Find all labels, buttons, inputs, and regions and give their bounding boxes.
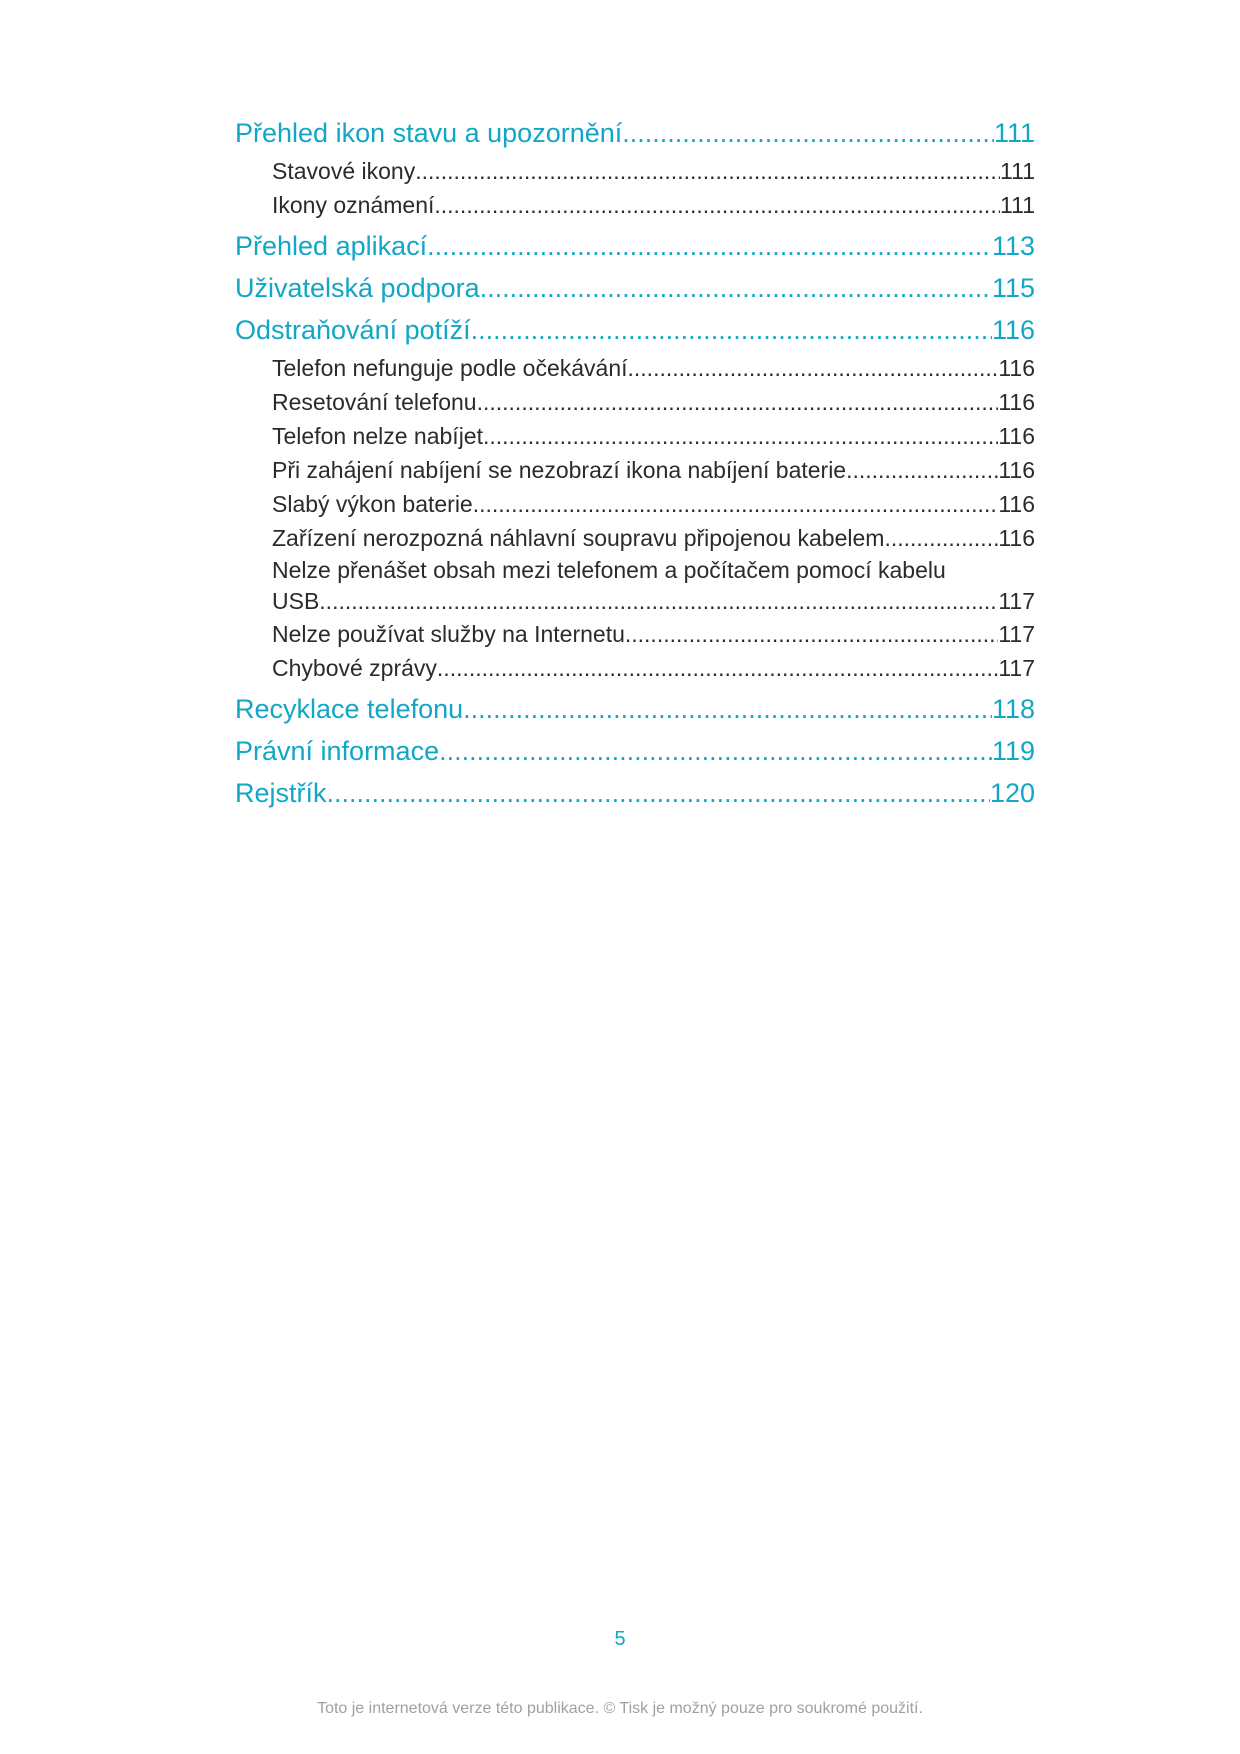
toc-leader-dots xyxy=(625,617,998,651)
toc-leader-dots xyxy=(434,188,1000,222)
toc-entry-title: Telefon nelze nabíjet xyxy=(272,423,483,449)
toc-entry-error-messages[interactable] xyxy=(235,651,1035,685)
toc-entry-apps-overview[interactable] xyxy=(235,225,1035,267)
toc-leader-dots xyxy=(884,521,998,555)
toc-entry-page: 119 xyxy=(991,736,1035,766)
toc-leader-dots xyxy=(327,772,990,814)
toc-entry-title: Chybové zprávy xyxy=(272,655,437,681)
toc-entry-page: 116 xyxy=(998,525,1035,551)
toc-entry-cannot-charge[interactable] xyxy=(235,419,1035,453)
toc-entry-title-cont: USB xyxy=(272,588,320,614)
toc-entry-page: 116 xyxy=(998,491,1035,517)
toc-leader-dots xyxy=(463,688,992,730)
toc-entry-no-charging-icon[interactable] xyxy=(235,453,1035,487)
toc-entry-page: 116 xyxy=(998,389,1035,415)
toc-entry-status-icons[interactable] xyxy=(235,154,1035,188)
toc-entry-headset-not-recognized[interactable] xyxy=(235,521,1035,555)
toc-entry-title: Uživatelská podpora xyxy=(235,273,480,303)
toc-entry-usb-transfer-cont[interactable] xyxy=(235,585,1035,617)
toc-entry-notification-icons[interactable] xyxy=(235,188,1035,222)
toc-entry-title: Resetování telefonu xyxy=(272,389,477,415)
toc-entry-user-support[interactable] xyxy=(235,267,1035,309)
toc-leader-dots xyxy=(415,154,1000,188)
toc-entry-page: 111 xyxy=(1000,192,1035,218)
toc-entry-recycling[interactable] xyxy=(235,688,1035,730)
toc-entry-usb-transfer[interactable] xyxy=(235,555,1035,585)
toc-entry-page: 117 xyxy=(998,588,1035,614)
toc-entry-internet-services[interactable] xyxy=(235,617,1035,651)
toc-entry-index[interactable] xyxy=(235,772,1035,814)
toc-entry-title: Nelze přenášet obsah mezi telefonem a počítačem pomocí kabelu xyxy=(272,557,946,583)
toc-entry-title: Při zahájení nabíjení se nezobrazí ikona nabíjení baterie xyxy=(272,457,847,483)
toc-leader-dots xyxy=(319,585,998,617)
toc-entry-page: 115 xyxy=(991,273,1035,303)
page-number: 5 xyxy=(614,1628,626,1650)
toc-entry-page: 111 xyxy=(1000,158,1035,184)
toc-entry-status-icons-overview[interactable] xyxy=(235,112,1035,154)
toc-leader-dots xyxy=(483,419,998,453)
toc-entry-page: 118 xyxy=(991,694,1035,724)
toc-leader-dots xyxy=(471,309,992,351)
toc-entry-title: Stavové ikony xyxy=(272,158,416,184)
table-of-contents xyxy=(235,112,1035,814)
toc-leader-dots xyxy=(437,651,998,685)
toc-leader-dots xyxy=(480,267,992,309)
toc-leader-dots xyxy=(427,225,992,267)
toc-entry-page: 116 xyxy=(991,315,1035,345)
toc-entry-title: Ikony oznámení xyxy=(272,192,435,218)
toc-entry-reset-phone[interactable] xyxy=(235,385,1035,419)
toc-entry-page: 113 xyxy=(991,231,1035,261)
toc-entry-page: 116 xyxy=(998,423,1035,449)
toc-entry-title: Recyklace telefonu xyxy=(235,694,464,724)
toc-leader-dots xyxy=(628,351,999,385)
toc-entry-title: Rejstřík xyxy=(235,778,327,808)
toc-entry-phone-not-working[interactable] xyxy=(235,351,1035,385)
toc-entry-page: 117 xyxy=(998,655,1035,681)
footer-note: Toto je internetová verze této publikace. © Tisk je možný pouze pro soukromé použití. xyxy=(317,1700,923,1717)
toc-entry-title: Zařízení nerozpozná náhlavní soupravu připojenou kabelem xyxy=(272,525,885,551)
toc-entry-title: Přehled aplikací xyxy=(235,231,428,261)
toc-entry-title: Odstraňování potíží xyxy=(235,315,471,345)
toc-leader-dots xyxy=(473,487,999,521)
toc-leader-dots xyxy=(846,453,998,487)
toc-entry-page: 116 xyxy=(998,457,1035,483)
toc-leader-dots xyxy=(439,730,992,772)
toc-leader-dots xyxy=(622,112,994,154)
toc-entry-title: Právní informace xyxy=(235,736,440,766)
toc-entry-troubleshooting[interactable] xyxy=(235,309,1035,351)
toc-entry-page: 111 xyxy=(993,118,1035,148)
toc-entry-title: Nelze používat služby na Internetu xyxy=(272,621,625,647)
toc-entry-page: 120 xyxy=(989,778,1035,808)
toc-entry-legal-info[interactable] xyxy=(235,730,1035,772)
toc-entry-title: Slabý výkon baterie xyxy=(272,491,473,517)
toc-entry-title: Přehled ikon stavu a upozornění xyxy=(235,118,623,148)
toc-entry-title: Telefon nefunguje podle očekávání xyxy=(272,355,628,381)
toc-entry-page: 116 xyxy=(998,355,1035,381)
toc-entry-weak-battery[interactable] xyxy=(235,487,1035,521)
toc-entry-page: 117 xyxy=(998,621,1035,647)
toc-leader-dots xyxy=(477,385,999,419)
